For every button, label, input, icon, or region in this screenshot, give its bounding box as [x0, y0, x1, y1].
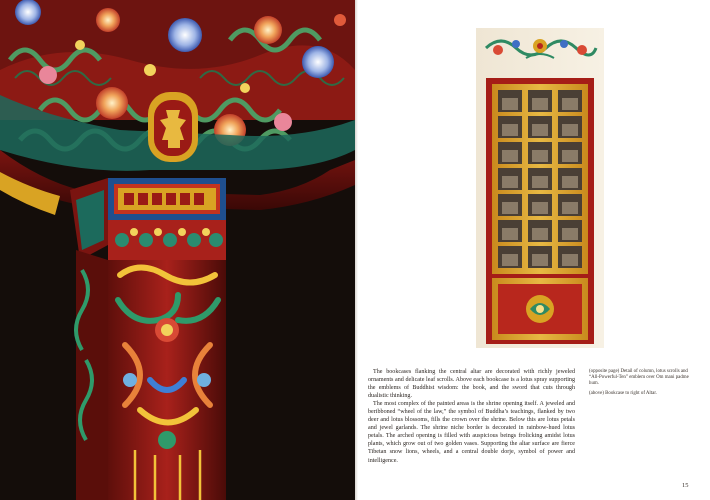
right-page: [358, 0, 710, 500]
caption-opposite-page: (opposite page) Detail of column, lotus scrolls and “All-Powerful-Ten” emblem over Om mani padme hum.: [589, 369, 689, 387]
photo-captions: [589, 369, 699, 400]
body-text: [368, 368, 575, 465]
bookcase-photo: [476, 28, 604, 348]
body-paragraph: The bookcases flanking the central altar are decorated with richly jeweled ornaments and delicate leaf scrolls. Above each bookcase is a lotus spray supporting the emblems of Buddhist wisdom: the book, and the sword that cuts through dualistic thinking.: [368, 369, 575, 400]
body-paragraph: The most complex of the painted areas is the shrine opening itself. A jeweled and beribboned “wheel of the law,” the symbol of Buddha’s teachings, flanked by two deer and lotus blossoms, fills the crown over the shrine. Below this are lotus petals and jewel garlands. The shrine niche border is decorated in rainbow-hued lotus petals. The arched opening is filled with auspicious beings frolicking amidst lotus plants, which grow out of two golden vases. Supporting the altar surface are fierce Tibetan snow lions, wheels, and a central double dorje, symbol of power and intelligence.: [368, 401, 575, 464]
caption-above: (above) Bookcase to right of Altar.: [589, 390, 657, 396]
page-number: 15: [682, 482, 689, 489]
